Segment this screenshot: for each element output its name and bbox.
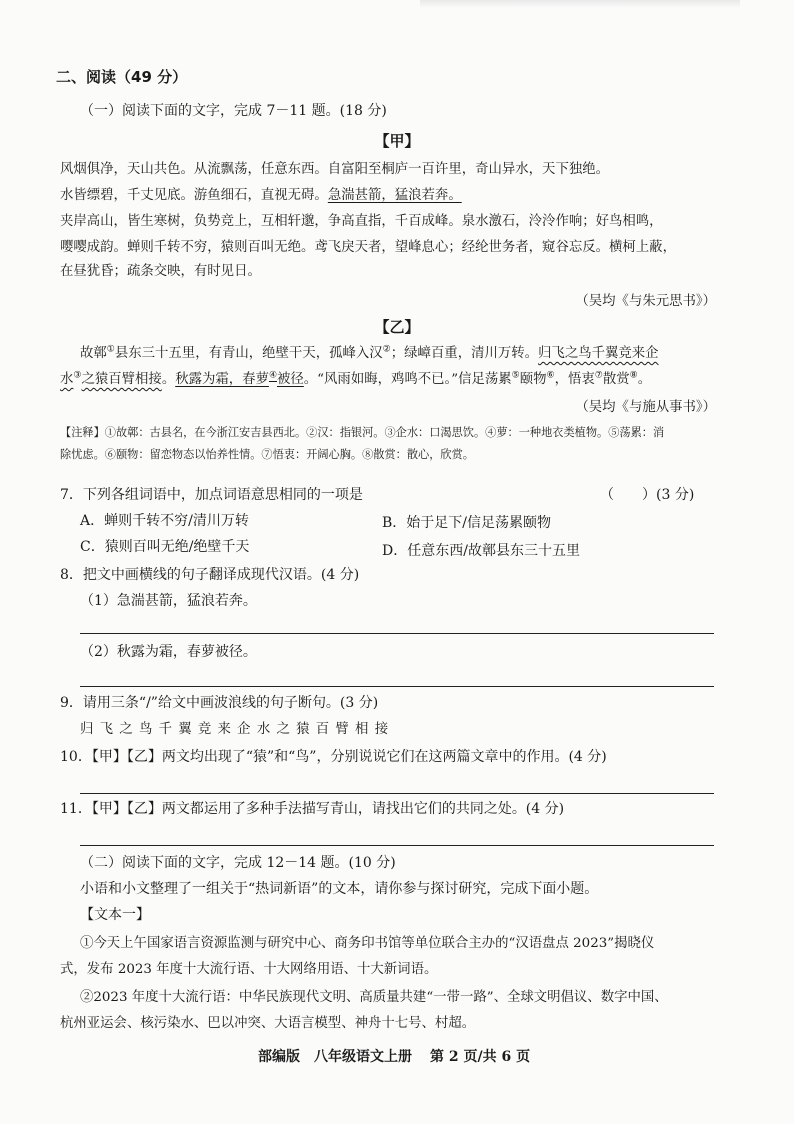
jia-line-1: 风烟俱净，天山共色。从流飘荡，任意东西。自富阳至桐庐一百许里，奇山异水，天下独绝。	[60, 162, 610, 177]
yi-underlined-sentence: 被径	[277, 372, 304, 387]
jia-source: （吴均《与朱元思书》）	[575, 294, 716, 309]
annotation-line-2: 除忧虑。⑥颐物：留恋物态以怡养性情。⑦悟衷：开阔心胸。⑧散赏：散心，欣赏。	[60, 448, 474, 461]
scan-shadow	[420, 0, 740, 8]
q8-sentence-2: （2）秋露为霜，春萝被径。	[80, 644, 257, 660]
yi-source: （吴均《与施从事书》）	[575, 400, 716, 415]
jia-line-3: 夹岸高山，皆生寒树，负势竞上，互相轩邈，争高直指，千百成峰。泉水激石，泠泠作响；好鸟相鸣，	[60, 214, 663, 229]
section-title: 二、阅读（49 分）	[56, 68, 188, 86]
yi-text: 县东三十五里，有青山，绝壁干天，孤峰入汉	[114, 346, 383, 361]
yi-text: 散赏	[602, 372, 630, 387]
q11-stem: 11．【甲】【乙】两文都运用了多种手法描写青山，请找出它们的共同之处。(4 分)	[60, 801, 565, 817]
yi-wavy-sentence: 归飞之鸟千翼竞来企	[538, 346, 659, 361]
jia-line-2-text: 水皆缥碧，千丈见底。游鱼细石，直视无碍。	[60, 188, 328, 203]
text1-para1-line1: ①今天上午国家语言资源监测与研究中心、商务印书馆等单位联合主办的“汉语盘点 2023”揭晓仪	[80, 936, 655, 951]
text1-para1-line2: 式，发布 2023 年度十大流行语、十大网络用语、十大新词语。	[60, 962, 438, 977]
q7-option-a[interactable]: A．蝉则千转不穷/清川万转	[80, 513, 249, 529]
q11-answer-line[interactable]	[80, 845, 714, 846]
text1-para2-line2: 杭州亚运会、核污染水、巴以冲突、大语言模型、神舟十七号、村超。	[60, 1016, 476, 1031]
yi-line-1: 故鄣①县东三十五里，有青山，绝壁干天，孤峰入汉②；绿嶂百重，清川万转。归飞之鸟千翼竞来企	[80, 344, 659, 361]
passage-yi-heading: 【乙】	[374, 318, 420, 336]
footer-page-number: 第 2 页/共 6 页	[430, 1049, 531, 1065]
yi-text: 。	[637, 372, 652, 387]
q8-stem: 8．把文中画横线的句子翻译成现代汉语。(4 分)	[60, 567, 360, 583]
q9-stem: 9．请用三条“/”给文中画波浪线的句子断句。(3 分)	[60, 695, 379, 711]
q7-option-b[interactable]: B．始于足下/信足荡累颐物	[382, 515, 552, 531]
annotation-line-1: 【注释】①故鄣：古县名，在今浙江安吉县西北。②汉：指银河。③企水：口渴思饮。④萝：一种地衣类植物。⑤荡累：消	[60, 426, 665, 439]
text1-para2-line1: ②2023 年度十大流行语：中华民族现代文明、高质量共建“一带一路”、全球文明倡议、数字中国、	[80, 990, 668, 1005]
jia-line-2	[60, 184, 462, 203]
text1-label: 【文本一】	[80, 907, 150, 923]
q8-answer-line-2[interactable]	[80, 686, 714, 687]
q7-option-d[interactable]: D．任意东西/故鄣县东三十五里	[382, 543, 580, 559]
yi-text: ，悟衷	[554, 372, 595, 387]
part1-instruction: （一）阅读下面的文字，完成 7－11 题。(18 分)	[80, 103, 387, 119]
yi-underlined-sentence: 秋露为霜，春萝	[175, 372, 269, 387]
q7-stem: 7．下列各组词语中，加点词语意思相同的一项是	[60, 487, 363, 503]
jia-underlined-sentence: 急湍甚箭，猛浪若奔。	[327, 188, 462, 203]
q8-sentence-1: （1）急湍甚箭，猛浪若奔。	[80, 593, 257, 609]
yi-wavy-sentence: 之猿百臂相接	[81, 372, 162, 387]
q9-sentence[interactable]: 归 飞 之 鸟 千 翼 竞 来 企 水 之 猿 百 臂 相 接	[80, 722, 390, 737]
q10-stem: 10．【甲】【乙】两文均出现了“猿”和“鸟”，分别说说它们在这两篇文章中的作用。(4 分)	[60, 749, 607, 765]
q7-answer-blank[interactable]: （ ）(3 分)	[600, 487, 695, 503]
yi-text: 。“风雨如晦，鸡鸣不已。”信足荡累	[303, 372, 512, 387]
q8-answer-line-1[interactable]	[80, 633, 714, 634]
yi-line-2: 水③之猿百臂相接。秋露为霜，春萝④被径。“风雨如晦，鸡鸣不已。”信足荡累⑤颐物⑥，悟衷⑦散赏⑧。	[60, 370, 652, 387]
yi-text: 颐物	[519, 372, 547, 387]
yi-wavy-sentence: 水	[60, 372, 74, 387]
yi-text: 故鄣	[80, 346, 107, 361]
yi-text: ；绿嶂百重，清川万转。	[390, 346, 539, 361]
part2-intro: 小语和小文整理了一组关于“热词新语”的文本，请你参与探讨研究，完成下面小题。	[80, 881, 599, 897]
yi-text: 。	[161, 372, 176, 387]
jia-line-4: 嘤嘤成韵。蝉则千转不穷，猿则百叫无绝。鸢飞戾天者，望峰息心；经纶世务者，窥谷忘反。横柯上蔽，	[60, 240, 676, 255]
part2-instruction: （二）阅读下面的文字，完成 12－14 题。(10 分)	[80, 855, 396, 871]
jia-line-5: 在昼犹昏；疏条交映，有时见日。	[60, 264, 261, 279]
passage-jia-heading: 【甲】	[374, 132, 420, 150]
q7-option-c[interactable]: C．猿则百叫无绝/绝壁千天	[80, 539, 250, 555]
q10-answer-line[interactable]	[80, 793, 714, 794]
footer-edition: 部编版 八年级语文上册	[258, 1049, 412, 1065]
